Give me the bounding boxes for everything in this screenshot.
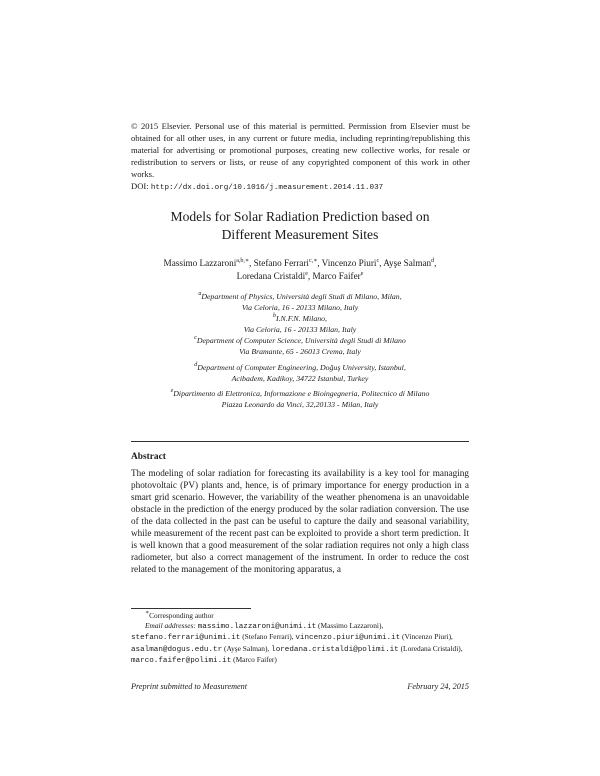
affiliation-b	[120, 314, 480, 335]
author-name: Loredana Cristaldi	[236, 271, 306, 281]
author-sup: a,b,∗	[236, 258, 250, 264]
affiliation-line: Dipartimento di Elettronica, Informazione e Bioingegneria, Politecnico di Milano	[173, 389, 430, 398]
affiliation-line: Piazza Leonardo da Vinci, 32,20133 - Milan, Italy	[221, 399, 379, 409]
email-link[interactable]: loredana.cristaldi@polimi.it	[271, 645, 399, 654]
email-label: Email addresses:	[145, 621, 196, 631]
author-name: Marco Faifer	[312, 271, 361, 281]
affiliation-d	[120, 363, 480, 384]
affiliation-line: Department of Computer Science, Università degli Studi di Milano	[196, 336, 406, 345]
author-name: Massimo Lazzaroni	[163, 258, 237, 268]
paper-title	[120, 208, 480, 243]
copyright-notice	[131, 121, 470, 194]
author-line-1	[120, 257, 480, 270]
author-sup: c,∗	[308, 258, 318, 264]
abstract-heading: Abstract	[131, 452, 166, 462]
footer-date: February 24, 2015	[407, 682, 469, 691]
affiliation-sup: c	[194, 335, 197, 341]
affiliation-sup: a	[198, 291, 202, 297]
email-owner: (Marco Faifer)	[231, 654, 277, 664]
author-name: Stefano Ferrari	[253, 258, 309, 268]
affiliation-line: I.N.F.N. Milano,	[276, 314, 327, 323]
title-line-2: Different Measurement Sites	[221, 226, 379, 242]
author-sep: ,	[379, 258, 384, 268]
affiliation-a	[120, 292, 480, 313]
email-owner: (Stefano Ferrari),	[240, 632, 296, 642]
email-link[interactable]: asalman@dogus.edu.tr	[131, 645, 223, 654]
footnote-rule	[131, 608, 251, 609]
author-line-2	[120, 270, 480, 283]
footnote-mark: ∗	[145, 610, 150, 616]
corresponding-author: Corresponding author	[149, 611, 214, 620]
affiliation-line: Via Celoria, 16 - 20133 Milano, Italy	[241, 302, 359, 312]
author-sup: c	[376, 258, 380, 264]
author-sup: d	[431, 258, 435, 264]
email-owner: (Vincenzo Piuri),	[400, 632, 453, 642]
affiliation-line: Department of Computer Engineering, Doğuş University, Istanbul,	[197, 363, 406, 372]
author-sep: ,	[434, 258, 437, 268]
affiliation-c	[120, 336, 480, 357]
email-link[interactable]: massimo.lazzaroni@unimi.it	[197, 623, 317, 632]
copyright-text: © 2015 Elsevier. Personal use of this material is permitted. Permission from Elsevier must be obtained for all other uses, in any current or future media, including reprinting/republishing this material for advertising or promotional purposes, creating new collective works, for resale or redistribution to servers or lists, or reuse of any copyrighted component of this work in other works.	[131, 121, 470, 179]
affiliation-line: Acibadem, Kadikoy, 34722 Istanbul, Turkey	[231, 373, 369, 383]
email-link[interactable]: marco.faifer@polimi.it	[131, 656, 232, 665]
affiliation-line: Via Bramante, 65 - 26013 Crema, Italy	[239, 346, 361, 356]
doi-link[interactable]: http://dx.doi.org/10.1016/j.measurement.2014.11.037	[150, 183, 384, 192]
author-sep: ,	[307, 271, 313, 281]
affiliation-sup: e	[170, 388, 174, 394]
abstract-top-rule	[131, 441, 469, 442]
email-owner: (Massimo Lazzaroni),	[316, 621, 384, 631]
email-owner: (Loredana Cristaldi),	[398, 643, 463, 653]
affiliation-line: Via Celoria, 16 - 20133 Milan, Italy	[243, 324, 357, 334]
author-name: Vincenzo Piuri	[321, 258, 377, 268]
doi-label: DOI:	[131, 180, 151, 191]
footer-journal: Preprint submitted to Measurement	[131, 682, 248, 691]
title-line-1: Models for Solar Radiation Prediction based on	[170, 209, 430, 224]
email-owner: (Ayşe Salman),	[222, 643, 272, 653]
author-list	[120, 257, 480, 283]
affiliation-sup: b	[273, 313, 276, 319]
author-sep: ,	[249, 258, 254, 268]
author-sep: ,	[317, 258, 322, 268]
author-sup: e	[360, 271, 364, 277]
email-link[interactable]: vincenzo.piuri@unimi.it	[295, 634, 401, 643]
affiliation-line: Department of Physics, Università degli Studi di Milano, Milan,	[201, 292, 402, 301]
abstract-text: The modeling of solar radiation for forecasting its availability is a key tool for managing photovoltaic (PV) plants and, hence, is of primary importance for energy production in a smart grid scenario. However, the variability of the weather phenomena is an unavoidable obstacle in the prediction of the energy produced by the solar radiation conversion. The use of the data collected in the past can be useful to capture the daily and seasonal variability, while measurement of the recent past can be exploited to provide a short term prediction. It is well known that a good measurement of the solar radiation requires not only a high class radiometer, but also a correct management of the instrument. In order to reduce the cost related to the management of the monitoring apparatus, a	[131, 468, 469, 574]
affiliation-sup: d	[194, 362, 198, 368]
affiliation-e	[120, 389, 480, 410]
author-name: Ayşe Salman	[383, 258, 432, 268]
email-link[interactable]: stefano.ferrari@unimi.it	[131, 634, 241, 643]
author-sup: e	[305, 271, 308, 277]
footnote	[131, 611, 469, 666]
